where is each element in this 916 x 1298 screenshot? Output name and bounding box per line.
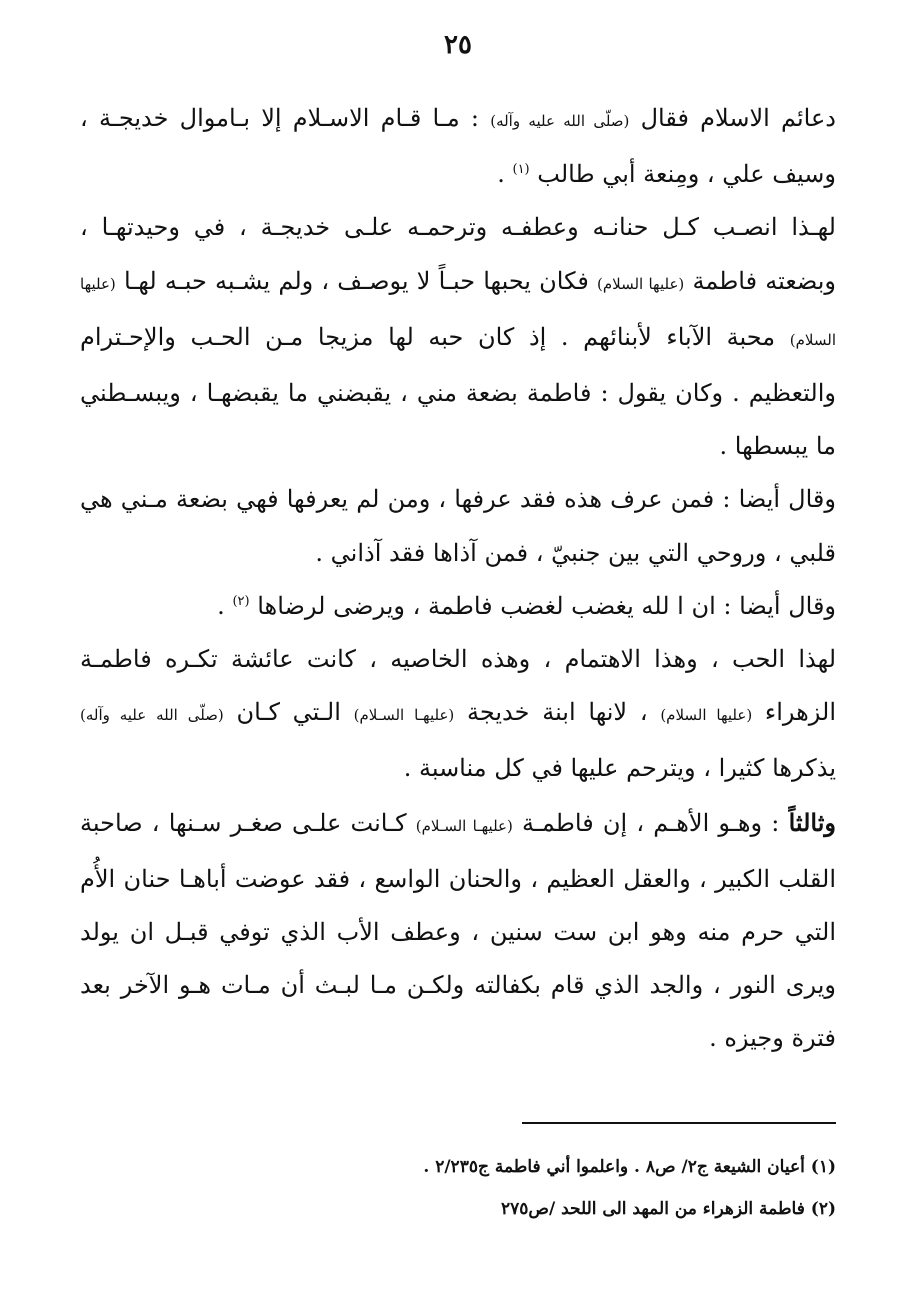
text-run: الـتي كـان (236, 698, 341, 727)
footnote-1: (١) أعيان الشيعة ج٢/ ص٨ . واعلموا أني فاطمة ج٢/٢٣٥ . (423, 1157, 836, 1177)
text-run: دعائم الاسلام فقال (640, 104, 836, 132)
footnote-divider (522, 1122, 836, 1124)
text-run: . (497, 160, 505, 189)
text-run: وقال أيضا : فمن عرف هذه فقد عرفها ، ومن لم يعرفها فهي بضعة مـني هي قلبي ، وروحي التي بين جنبيّ ، فمن آذاها فقد آذاني . (80, 485, 836, 567)
footnote-2: (٢) فاطمة الزهراء من المهد الى اللحد /ص٢٧٥ (501, 1199, 836, 1219)
footnote-marker: (٢) (232, 593, 250, 609)
text-run: كـانت علـى صغـر سـنها ، صاحبة القلب الكبير ، والعقل العظيم ، والحنان الواسع ، فقد عوضت أباهـا حنان الأُم التي حرم منه وهو ابن ست سنين ، وعطف الأب الذي توفي قبـل ان يولد ويرى النور ، والجد الذي قام بكفالته ولكـن مـا لبـث أن مـات هـو الآخر بعد فترة وجيزه . (80, 808, 836, 1053)
paragraph-lead: وثالثاً (788, 807, 837, 837)
paragraph-2 (80, 201, 836, 473)
honorific: (صلّى الله عليه وآله) (80, 706, 224, 725)
text-run: وقال أيضا : ان ا لله يغضب لغضب فاطمة ، ويرضى لرضاها (257, 591, 836, 620)
paragraph-4 (80, 580, 836, 633)
honorific: (صلّى الله عليه وآله) (490, 112, 630, 130)
paragraph-3 (80, 473, 836, 579)
text-run: لهـذا انصـب كـل حنانـه وعطفـه وترحمـه علـى خديجـة ، في وحيدتهـا ، وبضعته فاطمة (80, 213, 837, 295)
paragraph-6 (80, 796, 836, 1066)
footnote-marker: (١) (512, 162, 530, 178)
text-run: محبة الآباء لأبنائهم . إذ كان حبه لها مزيجا مـن الحـب والإحـترام والتعظيم . وكان يقول : فاطمة بضعة مني ، يقبضني ما يقبضهـا ، ويبسـطني ما يبسطها . (80, 322, 836, 461)
page-number: ٢٥ (444, 30, 472, 60)
text-run: لهذا الحب ، وهذا الاهتمام ، وهذه الخاصيه ، كانت عائشة تكـره فاطمـة الزهراء (80, 645, 836, 727)
text-run: فكان يحبها حبـاً لا يوصـف ، ولم يشـبه حبـه لهـا (123, 266, 589, 295)
honorific: (عليها السلام) (660, 706, 753, 725)
honorific: (عليهـا السـلام) (415, 816, 513, 835)
text-run: : وهـو الأهـم ، إن فاطمـة (522, 808, 780, 837)
text-run: يذكرها كثيرا ، ويترحم عليها في كل مناسبة . (403, 754, 836, 783)
footnotes (80, 1146, 836, 1230)
paragraph-5 (80, 633, 836, 796)
honorific: (عليهـا السـلام) (353, 706, 455, 725)
honorific: (عليها السلام) (80, 274, 836, 349)
text-run: . (217, 591, 225, 620)
text-run: : مـا قـام الاسـلام إلا بـاموال خديجـة ، وسيف علي ، ومِنعة أبي طالب (80, 104, 836, 189)
honorific: (عليها السلام) (596, 274, 685, 293)
body-text (80, 92, 836, 1066)
paragraph-1 (80, 92, 836, 201)
text-run: ، لانها ابنة خديجة (467, 698, 648, 727)
